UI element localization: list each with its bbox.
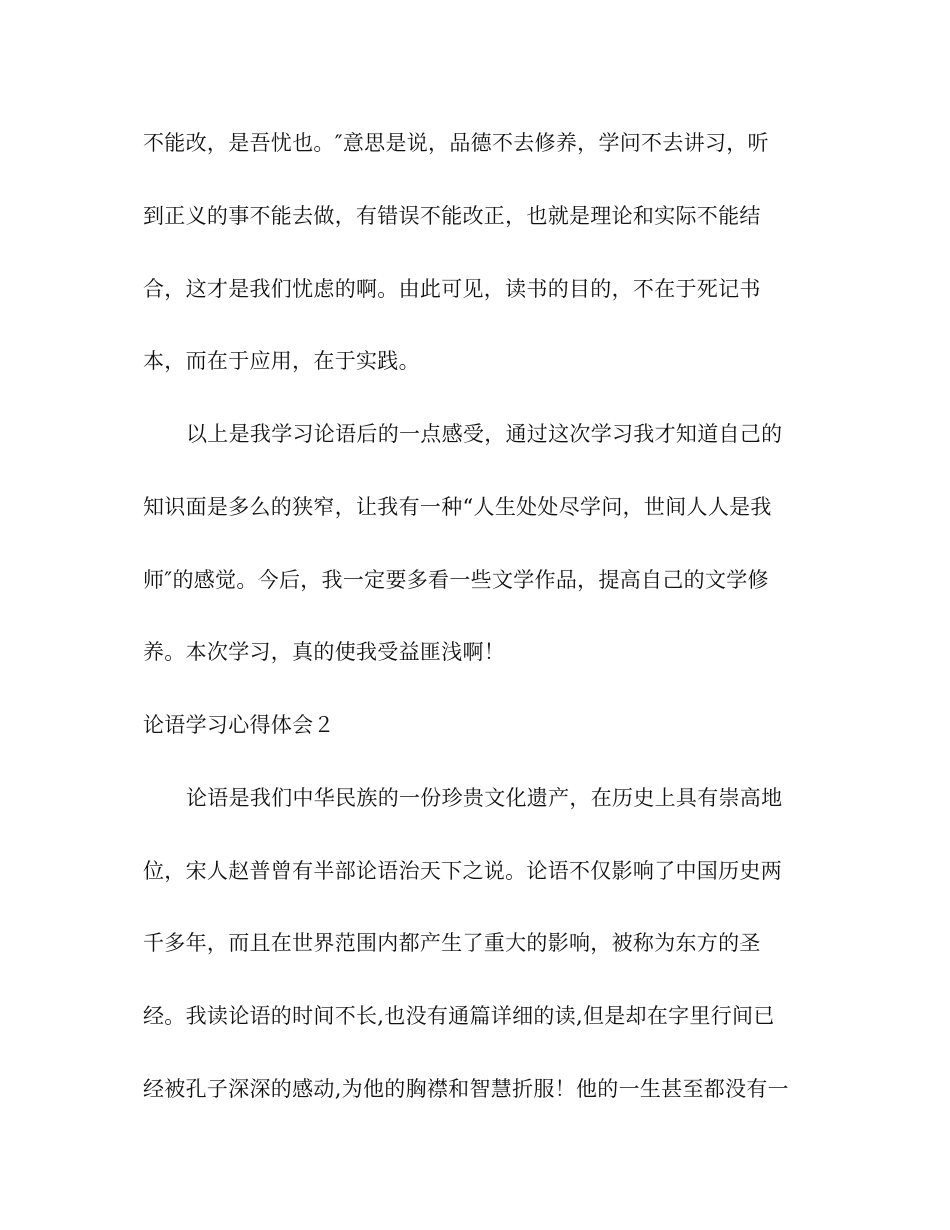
paragraph-1-line-2: 到正义的事不能去做，有错误不能改正，也就是理论和实际不能结: [143, 204, 761, 228]
paragraph-1-line-3: 合，这才是我们忧虑的啊。由此可见，读书的目的，不在于死记书: [143, 277, 761, 301]
paragraph-2-line-1: 以上是我学习论语后的一点感受，通过这次学习我才知道自己的: [186, 422, 783, 446]
paragraph-3-line-3: 千多年，而且在世界范围内都产生了重大的影响，被称为东方的圣: [143, 931, 761, 955]
paragraph-3-line-4: 经。我读论语的时间不长,也没有通篇详细的读,但是却在字里行间已: [143, 1004, 775, 1028]
paragraph-2-line-2: 知识面是多么的狭窄，让我有一种“人生处处尽学问，世间人人是我: [143, 495, 772, 519]
paragraph-1-line-1: 不能改，是吾忧也。″意思是说，品德不去修养，学问不去讲习，听: [143, 131, 769, 155]
paragraph-3-line-2: 位，宋人赵普曾有半部论语治天下之说。论语不仅影响了中国历史两: [143, 859, 782, 883]
paragraph-3-line-1: 论语是我们中华民族的一份珍贵文化遗产，在历史上具有崇高地: [186, 786, 783, 810]
section-heading: 论语学习心得体会２: [143, 713, 335, 737]
paragraph-3-line-5: 经被孔子深深的感动,为他的胸襟和智慧折服！他的一生甚至都没有一: [143, 1077, 789, 1101]
paragraph-2-line-3: 师″的感觉。今后，我一定要多看一些文学作品，提高自己的文学修: [143, 568, 769, 592]
paragraph-1-line-4: 本，而在于应用，在于实践。: [143, 349, 420, 373]
paragraph-2-line-4: 养。本次学习，真的使我受益匪浅啊！: [143, 640, 506, 664]
